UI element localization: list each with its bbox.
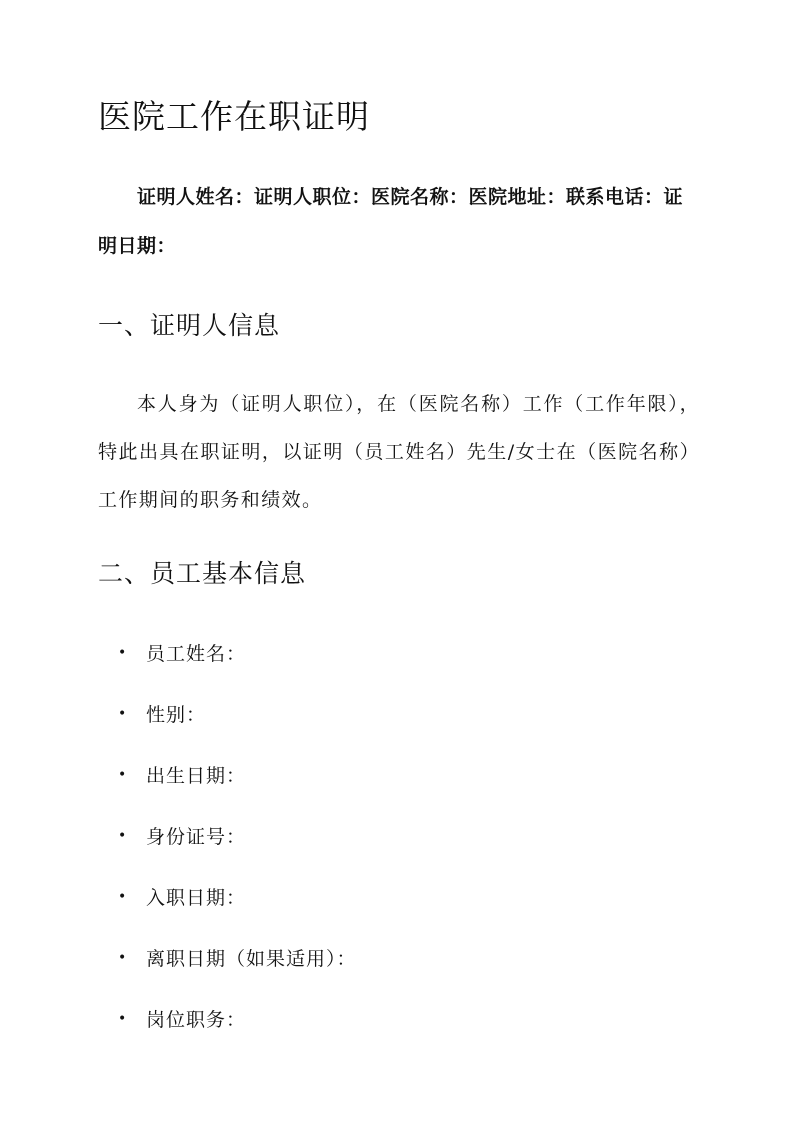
list-item-label: 身份证号： [146,826,247,848]
section-heading-employee-info: 二、员工基本信息 [98,559,307,588]
list-item-gender [98,683,700,744]
list-item-label: 离职日期（如果适用）： [146,948,357,970]
bullet-icon: • [118,766,128,783]
document-title: 医院工作在职证明 [98,97,370,136]
list-item-id-number [98,805,700,866]
bullet-icon: • [118,705,128,722]
list-item-label: 员工姓名： [146,643,247,665]
list-item-hire-date [98,866,700,927]
list-item-label: 入职日期： [146,887,247,909]
certifier-statement-paragraph: 本人身为（证明人职位），在（医院名称）工作（工作年限），特此出具在职证明，以证明（员工姓名）先生/女士在（医院名称）工作期间的职务和绩效。 [98,393,700,511]
list-item-label: 出生日期： [146,765,247,787]
employee-info-list [98,622,700,1049]
bullet-icon: • [118,827,128,844]
list-item-employee-name [98,622,700,683]
list-item-birth-date [98,744,700,805]
bullet-icon: • [118,644,128,661]
bullet-icon: • [118,949,128,966]
bullet-icon: • [118,1010,128,1027]
certifier-header-fields: 证明人姓名：证明人职位：医院名称：医院地址：联系电话：证明日期： [98,186,684,257]
list-item-leave-date [98,927,700,988]
list-item-label: 岗位职务： [146,1009,247,1031]
bullet-icon: • [118,888,128,905]
section-heading-certifier-info: 一、证明人信息 [98,311,281,340]
list-item-position [98,988,700,1049]
list-item-label: 性别： [146,704,207,726]
